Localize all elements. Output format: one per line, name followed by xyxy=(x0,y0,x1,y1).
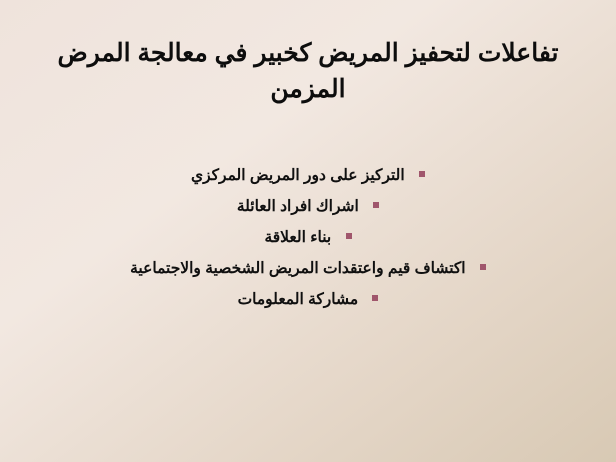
bullet-list xyxy=(24,166,592,321)
bullet-square-icon xyxy=(480,264,486,270)
list-item xyxy=(24,259,592,278)
list-item xyxy=(24,228,592,247)
list-item xyxy=(24,166,592,185)
list-item xyxy=(24,290,592,309)
list-item-label: اكتشاف قيم واعتقدات المريض الشخصية والاجتماعية xyxy=(130,260,466,277)
list-item-label: اشراك افراد العائلة xyxy=(236,198,359,215)
list-item-label: التركيز على دور المريض المركزي xyxy=(190,167,405,184)
list-item-label: بناء العلاقة xyxy=(264,229,332,246)
list-item xyxy=(24,197,592,216)
bullet-square-icon xyxy=(373,202,379,208)
bullet-square-icon xyxy=(346,233,352,239)
page-title: تفاعلات لتحفيز المريض كخبير في معالجة المرض المزمن xyxy=(57,39,559,103)
bullet-square-icon xyxy=(372,295,378,301)
list-item-label: مشاركة المعلومات xyxy=(237,291,359,308)
bullet-square-icon xyxy=(419,171,425,177)
